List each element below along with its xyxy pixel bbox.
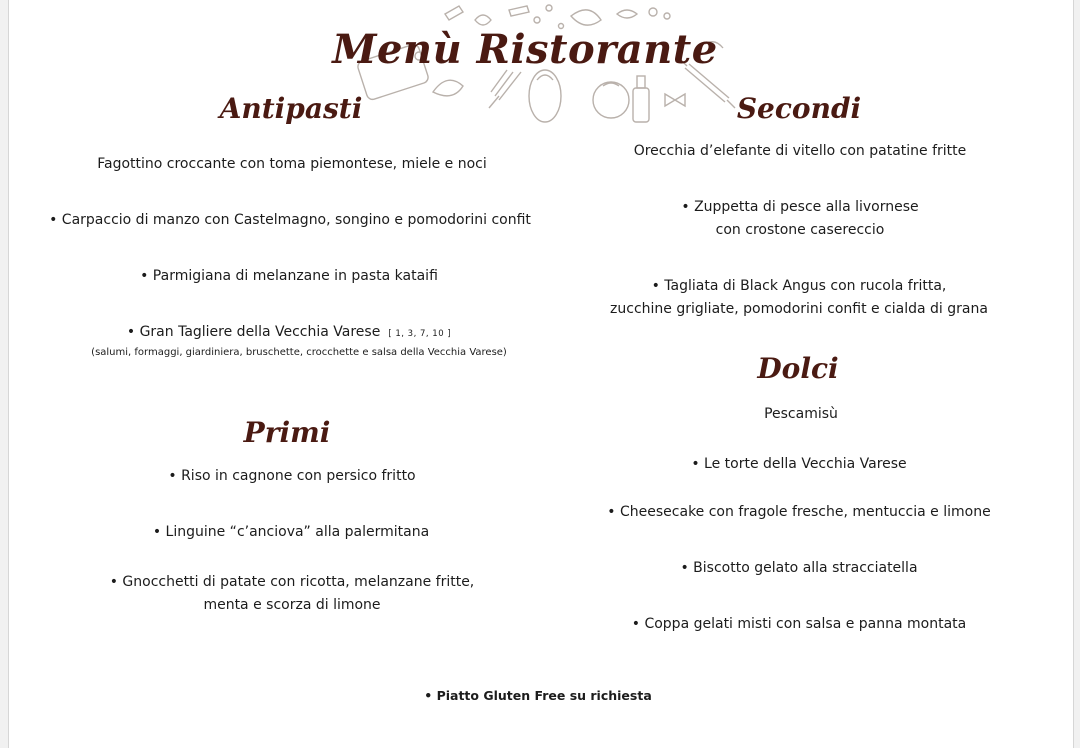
menu-item: • Biscotto gelato alla stracciatella [680,560,918,576]
menu-item: • Carpaccio di manzo con Castelmagno, songino e pomodorini confit [49,212,531,228]
menu-item: • Cheesecake con fragole fresche, mentuccia e limone [607,504,991,520]
menu-item [110,571,475,617]
menu-item [127,321,451,346]
menu-item-line: • Zuppetta di pesce alla livornese [681,199,919,215]
menu-page [8,0,1074,748]
menu-item-note: (salumi, formaggi, giardiniera, bruschette, crocchette e salsa della Vecchia Varese) [91,347,507,358]
menu-item [681,196,918,242]
menu-item: Pescamisù [764,406,838,422]
menu-item: Fagottino croccante con toma piemontese, miele e noci [97,156,487,172]
section-heading-antipasti: Antipasti [219,92,363,125]
section-heading-dolci: Dolci [757,352,839,385]
allergen-codes: [ 1, 3, 7, 10 ] [388,329,452,339]
menu-item-line: con crostone casereccio [715,222,885,238]
gluten-free-note: • Piatto Gluten Free su richiesta [424,688,652,703]
menu-item-line: • Gnocchetti di patate con ricotta, melanzane fritte, [109,574,475,590]
section-heading-primi: Primi [243,416,331,449]
menu-item-line: zucchine grigliate, pomodorini confit e cialda di grana [610,301,988,317]
menu-item-line: • Tagliata di Black Angus con rucola fritta, [651,278,947,294]
menu-item-label: • Gran Tagliere della Vecchia Varese [126,324,381,340]
menu-item: • Parmigiana di melanzane in pasta kataifi [140,268,438,284]
section-heading-secondi: Secondi [736,92,862,125]
menu-item: • Le torte della Vecchia Varese [691,456,907,472]
menu-item: Orecchia d’elefante di vitello con patatine fritte [633,143,967,159]
menu-item [610,275,988,321]
menu-item: • Linguine “c’anciova” alla palermitana [152,524,430,540]
menu-item-line: menta e scorza di limone [203,597,381,613]
page-title: Menù Ristorante [332,26,718,73]
menu-item: • Coppa gelati misti con salsa e panna montata [631,616,967,632]
menu-item: • Riso in cagnone con persico fritto [168,468,416,484]
